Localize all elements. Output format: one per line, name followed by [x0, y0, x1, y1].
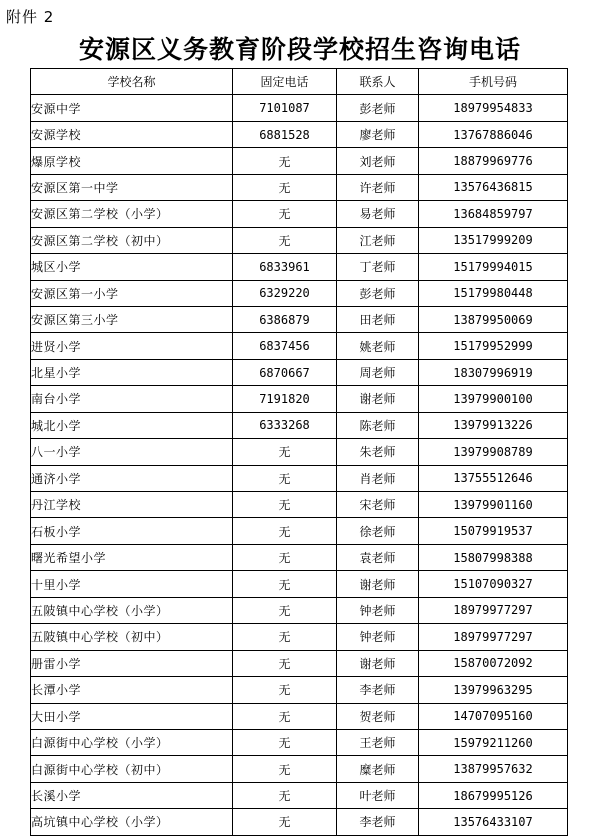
mobile-number-cell: 18879969776 — [419, 148, 568, 174]
contact-person-cell: 朱老师 — [337, 439, 419, 465]
landline-cell: 无 — [233, 227, 337, 253]
landline-cell: 6870667 — [233, 359, 337, 385]
contact-person-cell: 刘老师 — [337, 148, 419, 174]
table-row — [31, 174, 568, 200]
contact-person-cell: 田老师 — [337, 306, 419, 332]
table-row — [31, 677, 568, 703]
mobile-number-cell: 15179994015 — [419, 254, 568, 280]
school-name-cell: 安源区第一小学 — [31, 280, 233, 306]
school-name-cell: 曙光希望小学 — [31, 544, 233, 570]
landline-cell: 6333268 — [233, 412, 337, 438]
contact-person-cell: 谢老师 — [337, 571, 419, 597]
landline-cell: 无 — [233, 703, 337, 729]
contact-person-cell: 李老师 — [337, 677, 419, 703]
school-name-cell: 册雷小学 — [31, 650, 233, 676]
school-name-cell: 安源区第二学校（初中） — [31, 227, 233, 253]
school-name-cell: 十里小学 — [31, 571, 233, 597]
school-name-cell: 安源学校 — [31, 121, 233, 147]
page-title: 安源区义务教育阶段学校招生咨询电话 — [78, 35, 521, 64]
mobile-number-cell: 13979901160 — [419, 492, 568, 518]
table-row — [31, 650, 568, 676]
landline-cell: 无 — [233, 729, 337, 755]
school-name-cell: 安源区第二学校（小学） — [31, 201, 233, 227]
school-name-cell: 爆原学校 — [31, 148, 233, 174]
landline-cell: 无 — [233, 544, 337, 570]
contact-person-cell: 袁老师 — [337, 544, 419, 570]
mobile-number-cell: 13517999209 — [419, 227, 568, 253]
mobile-number-cell: 13684859797 — [419, 201, 568, 227]
contact-person-cell: 王老师 — [337, 729, 419, 755]
contact-person-cell: 徐老师 — [337, 518, 419, 544]
school-name-cell: 白源街中心学校（小学） — [31, 729, 233, 755]
table-row — [31, 412, 568, 438]
table-row — [31, 703, 568, 729]
column-header-mobile: 手机号码 — [419, 69, 568, 95]
landline-cell: 7191820 — [233, 386, 337, 412]
mobile-number-cell: 13755512646 — [419, 465, 568, 491]
mobile-number-cell: 13979963295 — [419, 677, 568, 703]
table-row — [31, 121, 568, 147]
table-row — [31, 571, 568, 597]
school-name-cell: 大田小学 — [31, 703, 233, 729]
mobile-number-cell: 18307996919 — [419, 359, 568, 385]
table-row — [31, 359, 568, 385]
table-row — [31, 624, 568, 650]
landline-cell: 无 — [233, 650, 337, 676]
mobile-number-cell: 13767886046 — [419, 121, 568, 147]
table-row — [31, 492, 568, 518]
landline-cell: 无 — [233, 201, 337, 227]
school-name-cell: 进贤小学 — [31, 333, 233, 359]
school-name-cell: 石板小学 — [31, 518, 233, 544]
mobile-number-cell: 15179952999 — [419, 333, 568, 359]
landline-cell: 6833961 — [233, 254, 337, 280]
column-header-contact: 联系人 — [337, 69, 419, 95]
mobile-number-cell: 13576433107 — [419, 809, 568, 835]
mobile-number-cell: 13979908789 — [419, 439, 568, 465]
contact-person-cell: 周老师 — [337, 359, 419, 385]
attachment-label: 附件 2 — [6, 8, 55, 26]
school-name-cell: 五陂镇中心学校（初中） — [31, 624, 233, 650]
school-name-cell: 白源街中心学校（初中） — [31, 756, 233, 782]
contact-table — [30, 68, 568, 836]
landline-cell: 无 — [233, 677, 337, 703]
mobile-number-cell: 15870072092 — [419, 650, 568, 676]
mobile-number-cell: 13979913226 — [419, 412, 568, 438]
contact-person-cell: 钟老师 — [337, 597, 419, 623]
contact-person-cell: 叶老师 — [337, 782, 419, 808]
contact-person-cell: 钟老师 — [337, 624, 419, 650]
landline-cell: 无 — [233, 492, 337, 518]
school-name-cell: 长溪小学 — [31, 782, 233, 808]
contact-person-cell: 易老师 — [337, 201, 419, 227]
table-row — [31, 201, 568, 227]
contact-person-cell: 彭老师 — [337, 280, 419, 306]
column-header-school: 学校名称 — [31, 69, 233, 95]
mobile-number-cell: 15979211260 — [419, 729, 568, 755]
school-name-cell: 五陂镇中心学校（小学） — [31, 597, 233, 623]
school-name-cell: 安源区第三小学 — [31, 306, 233, 332]
table-body — [31, 95, 568, 835]
contact-person-cell: 宋老师 — [337, 492, 419, 518]
contact-person-cell: 李老师 — [337, 809, 419, 835]
landline-cell: 6329220 — [233, 280, 337, 306]
mobile-number-cell: 18979977297 — [419, 597, 568, 623]
school-name-cell: 城北小学 — [31, 412, 233, 438]
contact-person-cell: 丁老师 — [337, 254, 419, 280]
landline-cell: 无 — [233, 439, 337, 465]
landline-cell: 无 — [233, 465, 337, 491]
landline-cell: 无 — [233, 809, 337, 835]
mobile-number-cell: 15079919537 — [419, 518, 568, 544]
school-name-cell: 通济小学 — [31, 465, 233, 491]
mobile-number-cell: 18979954833 — [419, 95, 568, 121]
school-name-cell: 八一小学 — [31, 439, 233, 465]
landline-cell: 7101087 — [233, 95, 337, 121]
mobile-number-cell: 13979900100 — [419, 386, 568, 412]
school-name-cell: 南台小学 — [31, 386, 233, 412]
landline-cell: 无 — [233, 174, 337, 200]
contact-person-cell: 许老师 — [337, 174, 419, 200]
table-header-row — [31, 69, 568, 95]
school-name-cell: 城区小学 — [31, 254, 233, 280]
table-row — [31, 756, 568, 782]
table-row — [31, 544, 568, 570]
table-row — [31, 386, 568, 412]
mobile-number-cell: 18979977297 — [419, 624, 568, 650]
table-row — [31, 439, 568, 465]
column-header-phone: 固定电话 — [233, 69, 337, 95]
table-row — [31, 254, 568, 280]
landline-cell: 无 — [233, 597, 337, 623]
landline-cell: 无 — [233, 148, 337, 174]
table-row — [31, 306, 568, 332]
table-row — [31, 333, 568, 359]
mobile-number-cell: 18679995126 — [419, 782, 568, 808]
contact-person-cell: 贺老师 — [337, 703, 419, 729]
landline-cell: 无 — [233, 624, 337, 650]
landline-cell: 6837456 — [233, 333, 337, 359]
table-row — [31, 729, 568, 755]
table-row — [31, 148, 568, 174]
table-row — [31, 782, 568, 808]
table-row — [31, 518, 568, 544]
mobile-number-cell: 15107090327 — [419, 571, 568, 597]
school-name-cell: 安源中学 — [31, 95, 233, 121]
contact-person-cell: 彭老师 — [337, 95, 419, 121]
table-row — [31, 280, 568, 306]
school-name-cell: 安源区第一中学 — [31, 174, 233, 200]
mobile-number-cell: 15807998388 — [419, 544, 568, 570]
mobile-number-cell: 14707095160 — [419, 703, 568, 729]
table-row — [31, 465, 568, 491]
landline-cell: 无 — [233, 518, 337, 544]
mobile-number-cell: 13879950069 — [419, 306, 568, 332]
school-name-cell: 丹江学校 — [31, 492, 233, 518]
table-row — [31, 597, 568, 623]
contact-person-cell: 陈老师 — [337, 412, 419, 438]
contact-person-cell: 江老师 — [337, 227, 419, 253]
landline-cell: 无 — [233, 571, 337, 597]
table-row — [31, 95, 568, 121]
mobile-number-cell: 13576436815 — [419, 174, 568, 200]
mobile-number-cell: 15179980448 — [419, 280, 568, 306]
landline-cell: 6881528 — [233, 121, 337, 147]
contact-person-cell: 谢老师 — [337, 650, 419, 676]
contact-person-cell: 糜老师 — [337, 756, 419, 782]
table-row — [31, 227, 568, 253]
contact-person-cell: 姚老师 — [337, 333, 419, 359]
landline-cell: 6386879 — [233, 306, 337, 332]
school-name-cell: 北星小学 — [31, 359, 233, 385]
contact-person-cell: 廖老师 — [337, 121, 419, 147]
contact-person-cell: 肖老师 — [337, 465, 419, 491]
mobile-number-cell: 13879957632 — [419, 756, 568, 782]
school-name-cell: 长潭小学 — [31, 677, 233, 703]
table-row — [31, 809, 568, 835]
landline-cell: 无 — [233, 782, 337, 808]
contact-person-cell: 谢老师 — [337, 386, 419, 412]
school-name-cell: 高坑镇中心学校（小学） — [31, 809, 233, 835]
landline-cell: 无 — [233, 756, 337, 782]
